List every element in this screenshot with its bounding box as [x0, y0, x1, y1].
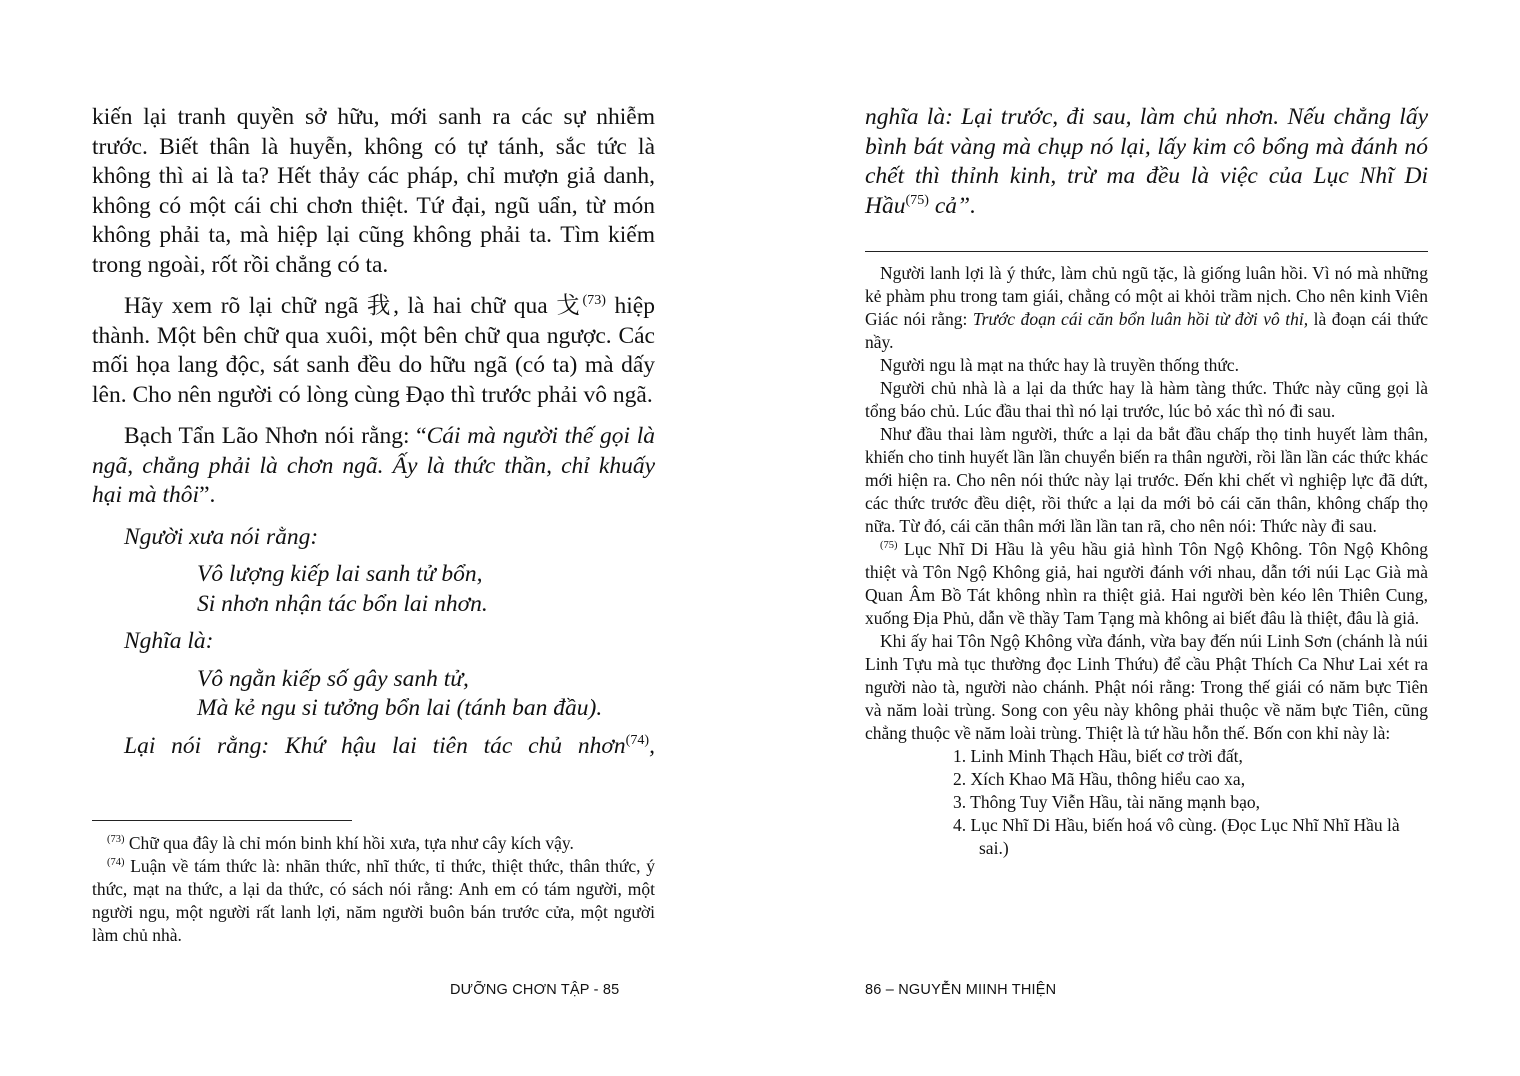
paragraph	[92, 422, 655, 511]
footnote: Người ngu là mạt na thức hay là truyền thống thức.	[880, 355, 1239, 375]
right-body	[865, 103, 1428, 221]
paragraph: nghĩa là: Lại trước, đi sau, làm chủ nhơn. Nếu chẳng lấy bình bát vàng mà chụp nó lại, lấy kim cô bổng mà đánh nó chết thì thỉnh kinh, trừ ma đều là việc của Lục Nhĩ Di Hầu$^{(75)}$ cả”.	[865, 104, 1428, 219]
left-page	[92, 0, 655, 1076]
page-footer: 86 – NGUYỄN MIINH THIỆN	[865, 982, 1057, 998]
paragraph-text: Bạch Tẩn Lão Nhơn nói rằng: “	[124, 423, 427, 449]
footnote-ref: (75)	[905, 191, 929, 208]
footnote: $^{(75)}$ Lục Nhĩ Di Hầu là yêu hầu giả hình Tôn Ngộ Không. Tôn Ngộ Không thiệt và Tôn Ngộ Không giả, hai người đánh với nhau, dẫn tới núi Lạc Già mà Quan Âm Bồ Tát không nhìn ra thiệt giả. Hai người bèn kéo lên Thiên Cung, xuống Địa Phủ, dẫn về thầy Tam Tạng mà không ai biết đâu là thiệt, đâu là giả.	[865, 539, 1428, 628]
paragraph-text: hiệp thành. Một bên chữ qua xuôi, một bên chữ qua ngược. Các mối họa lang độc, sát sanh đều do hữu ngã (có ta) mà dấy lên. Cho nên người có lòng cùng Đạo thì trước phải vô ngã.	[92, 293, 655, 408]
footnote: Người chủ nhà là a lại da thức hay là hàm tàng thức. Thức này cũng gọi là tổng báo chủ. Lúc đầu thai thì nó lại trước, lúc bỏ xác thì nó đi sau.	[865, 378, 1428, 421]
quote-text: Lại nói rằng: Khứ hậu lai tiên tác chủ nhơn	[124, 732, 626, 759]
footnote-ref: (73)	[582, 292, 606, 309]
list-item: 1. Linh Minh Thạch Hầu, biết cơ trời đất,	[953, 746, 1243, 766]
paragraph: kiến lại tranh quyền sở hữu, mới sanh ra các sự nhiễm trước. Biết thân là huyễn, không có tự tánh, sắc tức là không thì ai là ta? Hết thảy các pháp, chỉ mượn giả danh, không có một cái chi chơn thiệt. Tứ đại, ngũ uẩn, từ món không phải ta, mà hiệp lại cũng không phải ta. Tìm kiếm trong ngoài, rốt rồi chẳng có ta.	[92, 104, 655, 278]
list-item: 4. Lục Nhĩ Di Hầu, biến hoá vô cùng. (Đọc Lục Nhĩ Nhĩ Hầu là sai.)	[953, 815, 1400, 858]
verse-block	[92, 560, 655, 619]
verse-block	[92, 665, 655, 724]
footnotes	[865, 262, 1428, 860]
paragraph	[92, 292, 655, 410]
verse-line: Vô ngằn kiếp số gây sanh tử,	[197, 665, 469, 692]
right-page	[865, 0, 1428, 1076]
footnote: $^{(73)}$ Chữ qua đây là chỉ món binh khí hồi xưa, tựa như cây kích vậy.	[107, 833, 574, 853]
list-item: 3. Thông Tuy Viễn Hầu, tài năng mạnh bạo,	[953, 792, 1260, 812]
monkey-list	[865, 745, 1428, 860]
paragraph: Lại nói rằng: Khứ hậu lai tiên tác chủ nhơn$^{(74)}$,	[124, 731, 655, 759]
footnote-separator	[865, 251, 1428, 252]
left-body	[92, 103, 655, 761]
verse-line: Vô lượng kiếp lai sanh tử bổn,	[197, 561, 483, 587]
paragraph-text: ”.	[199, 482, 216, 508]
section-label: Người xưa nói rằng:	[124, 523, 319, 550]
verse-line: Si nhơn nhận tác bổn lai nhơn.	[197, 590, 488, 617]
verse-line: Mà kẻ ngu si tưởng bổn lai (tánh ban đầu).	[197, 695, 603, 721]
footnote: Khi ấy hai Tôn Ngộ Không vừa đánh, vừa bay đến núi Linh Sơn (chánh là núi Linh Tựu mà tục thường đọc Linh Thứu) để cầu Phật Thích Ca Như Lai xét ra người nào tà, người nào chánh. Phật nói rằng: Trong thế giái có năm bực Tiên và năm loài trùng. Song con yêu này không phải thuộc về năm bực Tiên, cũng chẳng thuộc về năm loài trùng. Thiệt là tứ hầu hỗn thế. Bốn con khỉ này là:	[865, 631, 1428, 743]
footnote: Như đầu thai làm người, thức a lại da bắt đầu chấp thọ tinh huyết làm thân, khiến cho tinh huyết lần lần chuyển biến ra thân người, rồi lần lần các thức khác mới hiện ra. Cho nên nói thức này lại trước. Đến khi chết vì nghiệp lực đã dứt, các thức trước đều diệt, rồi thức a lại da mới bỏ cái căn thân, không chấp thọ nữa. Từ đó, cái căn thân mới lần lần tan rã, cho nên nói: Thức này đi sau.	[865, 424, 1428, 536]
footnote-separator	[92, 820, 352, 821]
paragraph-text: Hãy xem rõ lại chữ ngã 我, là hai chữ qua 戈	[124, 293, 583, 319]
footnotes	[92, 832, 655, 947]
footnote-ref: (74)	[625, 731, 650, 748]
quote-text: nghĩa là: Lại trước, đi sau, làm chủ nhơn. Nếu chẳng lấy bình bát vàng mà chụp nó lại, lấy kim cô bổng mà đánh nó chết thì thỉnh kinh, trừ ma đều là việc của Lục Nhĩ Di Hầu	[865, 104, 1428, 219]
footnote: $^{(74)}$ Luận về tám thức là: nhãn thức, nhĩ thức, tỉ thức, thiệt thức, thân thức, ý thức, mạt na thức, a lại da thức, có sách nói rằng: Anh em có tám người, một người ngu, một người rất lanh lợi, năm người buôn bán trước cửa, một người làm chủ nhà.	[92, 856, 655, 945]
section-label: Nghĩa là:	[124, 628, 214, 654]
page-footer: DƯỠNG CHƠN TẬP - 85	[450, 982, 620, 998]
list-item: 2. Xích Khao Mã Hầu, thông hiểu cao xa,	[953, 769, 1246, 789]
footnote: Người lanh lợi là ý thức, làm chủ ngũ tặc, là giống luân hồi. Vì nó mà những kẻ phàm phu trong tam giái, chẳng có một ai khỏi trầm nịch. Cho nên kinh Viên Giác nói rằng: Trước đoạn cái căn bổn luân hồi từ đời vô thỉ, là đoạn cái thức nầy.	[865, 263, 1428, 352]
quote-text: Cái mà người thế gọi là ngã, chẳng phải là chơn ngã. Ấy là thức thần, chỉ khuấy hại mà thôi	[92, 423, 655, 508]
